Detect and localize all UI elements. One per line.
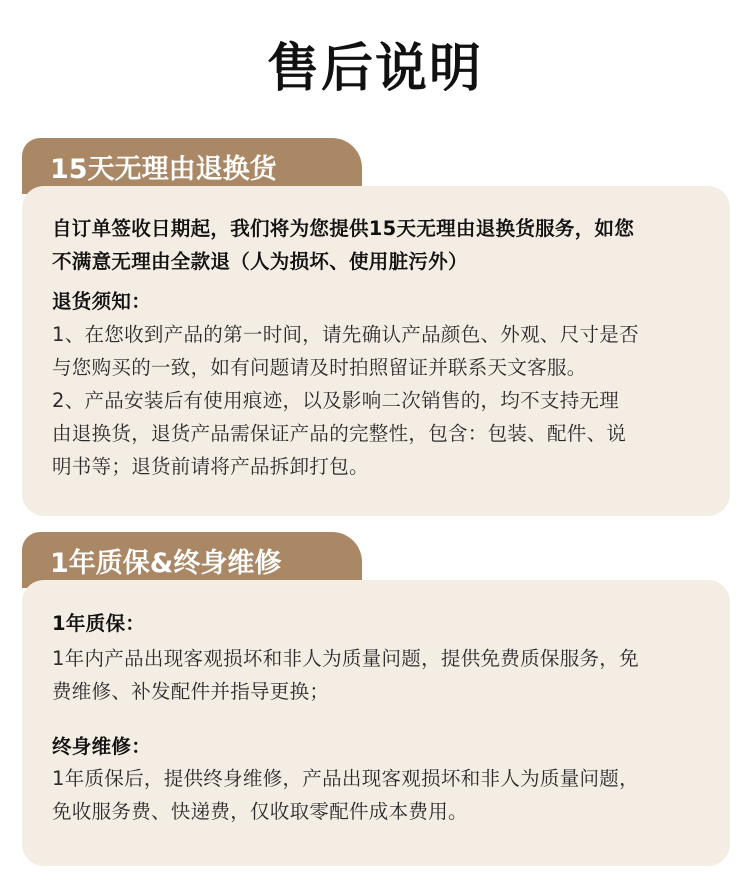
section-tab-label: 1年质保&终身维修 xyxy=(50,548,282,579)
repair-heading: 终身维修： xyxy=(52,735,152,758)
notice-line: 由退换货，退货产品需保证产品的完整性，包含：包装、配件、说 xyxy=(52,422,627,445)
notice-line: 2、产品安装后有使用痕迹，以及影响二次销售的，均不支持无理 xyxy=(52,389,620,412)
page-title: 售后说明 xyxy=(266,39,483,99)
warranty-heading: 1年质保： xyxy=(52,612,146,635)
warranty-text xyxy=(52,642,712,708)
repair-line: 免收服务费、快递费，仅收取零配件成本费用。 xyxy=(52,800,468,823)
warranty-card xyxy=(22,580,730,866)
warranty-line: 1年内产品出现客观损坏和非人为质量问题，提供免费质保服务，免 xyxy=(52,647,639,670)
section-tab-label: 15天无理由退换货 xyxy=(50,154,277,185)
notice-heading: 退货须知： xyxy=(52,290,152,313)
notice-item-1 xyxy=(52,318,712,384)
section-warranty xyxy=(22,532,730,866)
notice-line: 1、在您收到产品的第一时间，请先确认产品颜色、外观、尺寸是否 xyxy=(52,323,639,346)
notice-line: 与您购买的一致，如有问题请及时拍照留证并联系天文客服。 xyxy=(52,356,587,379)
repair-line: 1年质保后，提供终身维修，产品出现客观损坏和非人为质量问题， xyxy=(52,767,639,790)
warranty-line: 费维修、补发配件并指导更换； xyxy=(52,680,330,703)
intro-line: 自订单签收日期起，我们将为您提供15天无理由退换货服务，如您 xyxy=(52,217,635,240)
notice-item-2 xyxy=(52,384,712,483)
intro-line: 不满意无理由全款退（人为损坏、使用脏污外） xyxy=(52,250,468,273)
section-return-policy xyxy=(22,138,730,516)
notice-line: 明书等；退货前请将产品拆卸打包。 xyxy=(52,455,369,478)
intro-text xyxy=(52,212,712,278)
repair-text xyxy=(52,762,712,828)
policy-card xyxy=(22,186,730,516)
